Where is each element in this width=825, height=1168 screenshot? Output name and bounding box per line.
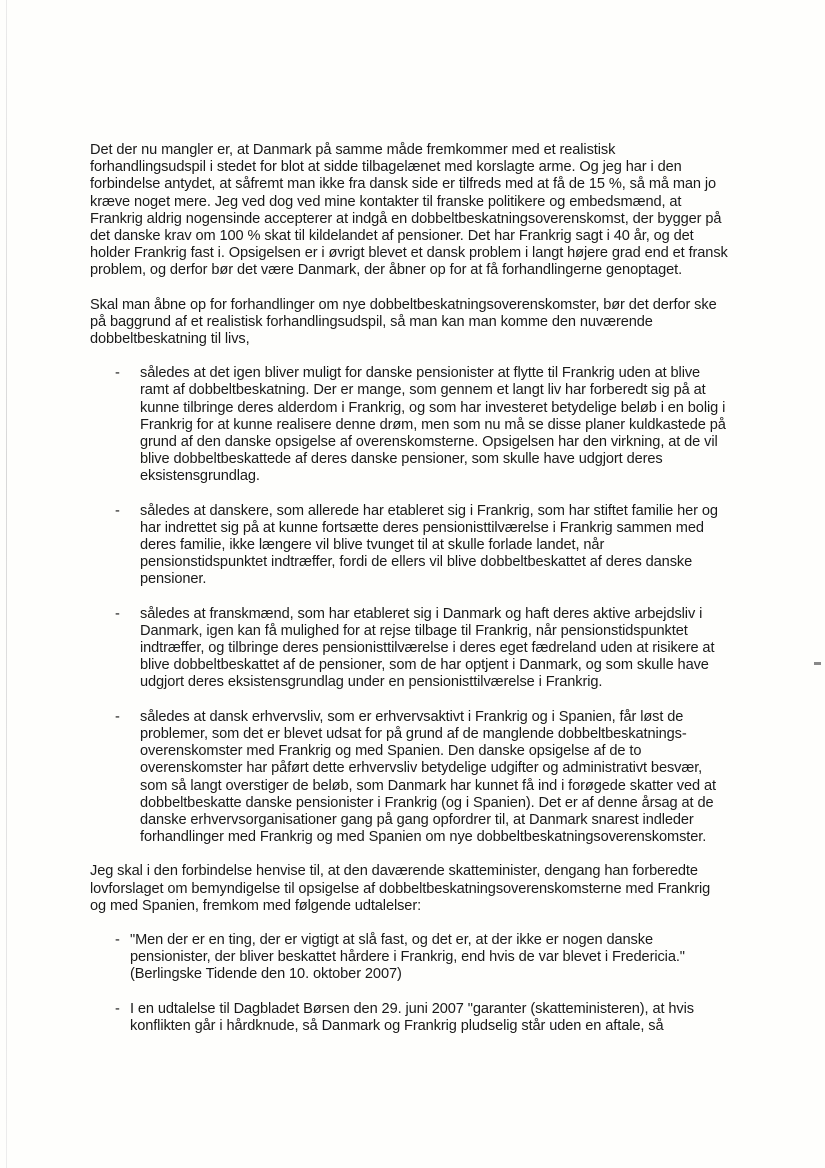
- document-body: [90, 142, 730, 1052]
- bullet-item: [90, 503, 730, 589]
- paragraph-1: Det der nu mangler er, at Danmark på samme måde fremkommer med et realistisk forhandlingsudspil i stedet for blot at sidde tilbagelænet med korslagte arme. Og jeg har i den forbindelse antydet, at såfremt man ikke fra dansk side er tilfreds med at få de 15 %, så må man jo kræve noget mere. Jeg ved dog ved mine kontakter til franske politikere og embedsmænd, at Frankrig aldrig nogensinde accepterer at indgå en dobbeltbeskatningsoverenskomst, der bygger på det danske krav om 100 % skat til kildelandet af pensioner. Det har Frankrig sagt i 40 år, og det holder Frankrig fast i. Opsigelsen er i øvrigt blevet et dansk problem i langt højere grad end et fransk problem, og derfor bør det være Danmark, der åbner op for at få forhandlingerne genoptaget.: [90, 142, 728, 279]
- bullet-text: således at danskere, som allerede har etableret sig i Frankrig, som har stiftet familie her og har indrettet sig på at kunne fortsætte deres pensionisttilværelse i Frankrig sammen med deres familie, ikke længere vil blive tvunget til at skulle forlade landet, når pensionstidspunktet indtræffer, fordi de ellers vil blive dobbeltbeskattet af deres danske pensioner.: [140, 502, 718, 588]
- bullet-dash: -: [115, 605, 120, 622]
- bullet-item: [90, 606, 730, 692]
- quote-item: [90, 932, 730, 984]
- bullet-list: [90, 365, 730, 846]
- scan-mark: [814, 662, 821, 665]
- bullet-text: således at dansk erhvervsliv, som er erhvervsaktivt i Frankrig og i Spanien, får løst de problemer, som det er blevet udsat for på grund af de manglende dobbeltbeskatnings-overenskomster med Frankrig og med Spanien. Den danske opsigelse af de to overenskomster har påført dette erhvervsliv betydelige udgifter og administrativt besvær, som så langt overstiger de beløb, som Danmark har kunnet få ind i forøgede skatter ved at dobbeltbeskatte danske pensionister i Frankrig (og i Spanien). Det er af denne årsag at de danske erhvervsorganisationer gang på gang opfordrer til, at Danmark snarest indleder forhandlinger med Frankrig og med Spanien om nye dobbeltbeskatningsoverenskomster.: [140, 708, 716, 846]
- scan-edge-line: [6, 0, 7, 1168]
- bullet-item: [90, 365, 730, 485]
- bullet-dash: -: [115, 1000, 120, 1017]
- quote-list: [90, 932, 730, 1035]
- paragraph-2: Skal man åbne op for forhandlinger om nye dobbeltbeskatningsoverenskomster, bør det derfor ske på baggrund af et realistisk forhandlingsudspil, så man kan man komme den nuværende dobbeltbeskatning til livs,: [90, 296, 717, 348]
- bullet-dash: -: [115, 708, 120, 725]
- quote-text: "Men der er en ting, der er vigtigt at slå fast, og det er, at der ikke er nogen danske pensionister, der bliver beskattet hårdere i Frankrig, end hvis de var blevet i Fredericia." (Berlingske Tidende den 10. oktober 2007): [130, 931, 685, 983]
- bullet-text: således at det igen bliver muligt for danske pensionister at flytte til Frankrig uden at blive ramt af dobbeltbeskatning. Der er mange, som gennem et langt liv har forberedt sig på at kunne tilbringe deres alderdom i Frankrig, og som har investeret betydelige beløb i en bolig i Frankrig for at kunne realisere denne drøm, men som nu må se disse planer kuldkastede på grund af den danske opsigelse af overenskomsterne. Opsigelsen har den virkning, at de vil blive dobbeltbeskattede af deres danske pensioner, som skulle have udgjort deres eksistensgrundlag.: [140, 365, 726, 485]
- paragraph-3: Jeg skal i den forbindelse henvise til, at den daværende skatteminister, dengang han forberedte lovforslaget om bemyndigelse til opsigelse af dobbeltbeskatningsoverenskomsterne med Frankrig og med Spanien, fremkom med følgende udtalelser:: [90, 863, 711, 914]
- bullet-text: således at franskmænd, som har etableret sig i Danmark og haft deres aktive arbejdsliv i Danmark, igen kan få mulighed for at rejse tilbage til Frankrig, når pensionstidspunktet indtræffer, og tilbringe deres pensionisttilværelse i deres eget fædreland uden at risikere at blive dobbeltbeskattet af de pensioner, som de har optjent i Danmark, og som skulle have udgjort deres eksistensgrundlag under en pensionisttilværelse i Frankrig.: [140, 605, 715, 691]
- quote-item: [90, 1001, 730, 1035]
- bullet-dash: -: [115, 502, 120, 519]
- quote-text: I en udtalelse til Dagbladet Børsen den 29. juni 2007 "garanter (skatteministeren), at hvis konflikten går i hårdknude, så Danmark og Frankrig pludselig står uden en aftale, så: [130, 1000, 694, 1034]
- bullet-dash: -: [115, 931, 120, 948]
- bullet-dash: -: [115, 365, 120, 382]
- bullet-item: [90, 709, 730, 847]
